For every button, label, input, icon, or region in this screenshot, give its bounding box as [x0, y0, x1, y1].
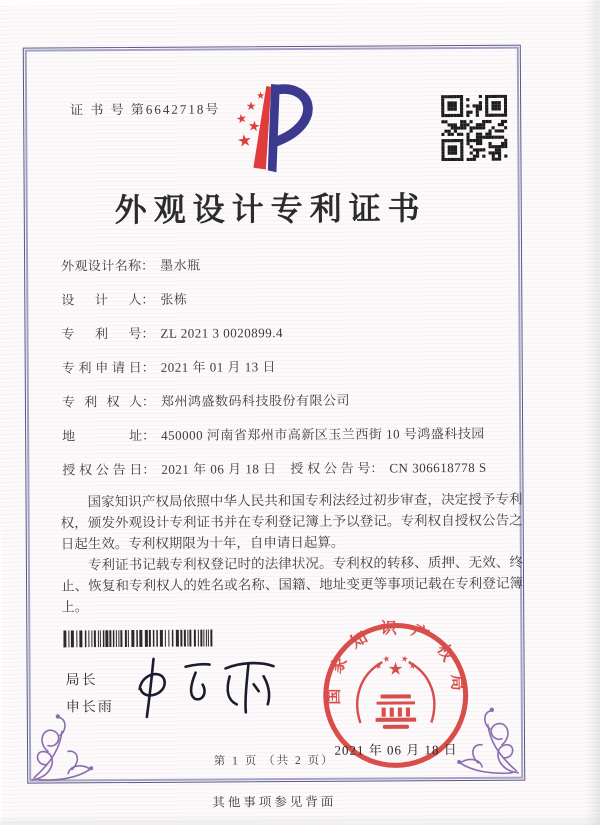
field-grant-number: 授权公告号： CN 306618778 S: [290, 459, 487, 477]
commissioner-title: 局长: [65, 673, 98, 689]
cnipa-patent-logo-icon: [218, 80, 331, 177]
field-address: 地 址： 450000 河南省郑州市高新区玉兰西街 10 号鸿盛科技园: [62, 425, 485, 444]
seal-ring-text: 国家知识产权局: [324, 619, 467, 705]
body-paragraph-2: 专利证书记载专利权登记时的法律状况。专利权的转移、质押、无效、终止、恢复和专利权人的姓名或名称、国籍、地址变更等事项记载在专利登记簿上。: [61, 554, 524, 615]
corner-flourish-left-icon: [24, 689, 107, 783]
barcode: [63, 630, 213, 648]
signature-handwriting-icon: [117, 648, 307, 731]
commissioner-name: 申长雨: [65, 700, 114, 716]
field-design-name: 外观设计名称： 墨水瓶: [61, 257, 201, 274]
seal-date: 2021 年 06 月 18 日: [334, 742, 458, 758]
certificate-title: 外观设计专利证书: [114, 190, 427, 229]
field-designer: 设 计 人： 张栋: [61, 291, 188, 308]
field-patentee: 专 利 权 人： 郑州鸿盛数码科技股份有限公司: [61, 392, 350, 410]
certificate-body-text: [60, 489, 523, 618]
certificate-number: 证 书 号 第6642718号: [70, 101, 221, 118]
body-paragraph-1: 国家知识产权局依照中华人民共和国专利法经过初步审查，决定授予专利权，颁发外观设计专利证书并在专利登记簿上予以登记。专利权自授权公告之日起生效。专利权期限为十年，自申请日起算。: [60, 491, 523, 552]
svg-text:国家知识产权局: [323, 619, 466, 705]
qr-code: [441, 95, 507, 161]
national-emblem-icon: [357, 655, 435, 729]
certificate-sheet: [0, 2, 600, 824]
back-side-note: 其他事项参见背面: [212, 794, 337, 810]
field-grant-announcement: 授权公告日： 2021 年 06 月 18 日 授权公告号： CN 306618778 S: [62, 458, 276, 478]
page-number: 第 1 页 （共 2 页）: [213, 754, 335, 768]
field-application-date: 专利申请日： 2021 年 01 月 13 日: [61, 359, 277, 376]
field-patent-number: 专 利 号： ZL 2021 3 0020899.4: [61, 325, 283, 342]
